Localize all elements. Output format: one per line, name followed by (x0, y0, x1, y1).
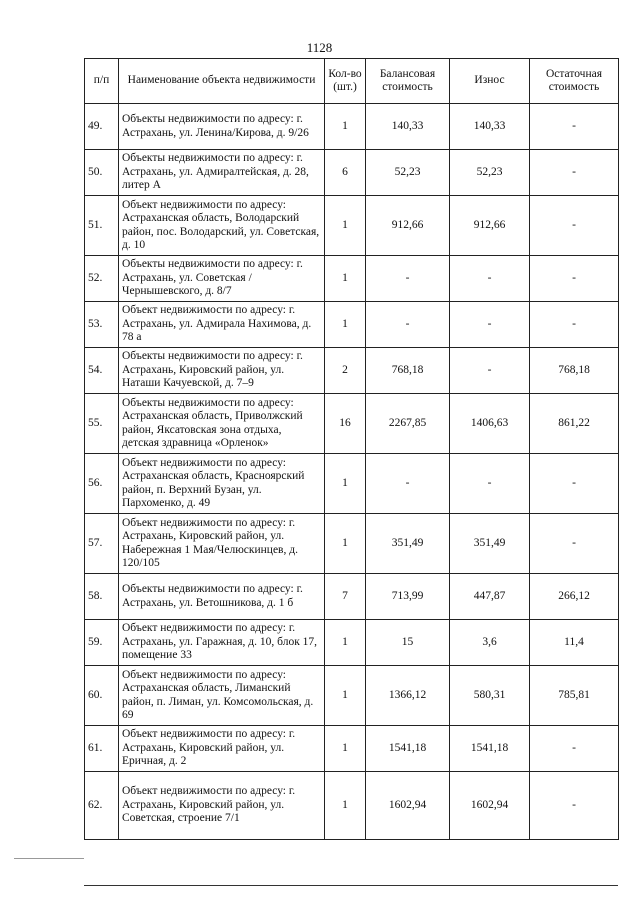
scan-mark (14, 858, 84, 859)
row-wear: 351,49 (450, 514, 530, 574)
row-residual: - (530, 302, 619, 348)
header-num: п/п (85, 59, 119, 104)
row-wear: - (450, 256, 530, 302)
row-num: 61. (85, 726, 119, 772)
row-balance: 52,23 (366, 150, 450, 196)
row-num: 57. (85, 514, 119, 574)
row-name: Объекты недвижимости по адресу: Астраханская область, Приволжский район, Яксатовская зона отдыха, детская здравница «Орленок» (119, 394, 325, 454)
row-residual: - (530, 772, 619, 840)
row-name: Объекты недвижимости по адресу: г. Астрахань, ул. Ленина/Кирова, д. 9/26 (119, 104, 325, 150)
row-wear: 447,87 (450, 574, 530, 620)
row-balance: 351,49 (366, 514, 450, 574)
row-num: 60. (85, 666, 119, 726)
row-balance: 768,18 (366, 348, 450, 394)
table-row (85, 574, 619, 620)
table-row (85, 104, 619, 150)
row-qty: 1 (325, 454, 366, 514)
row-balance: 713,99 (366, 574, 450, 620)
row-name: Объект недвижимости по адресу: г. Астрахань, Кировский район, ул. Еричная, д. 2 (119, 726, 325, 772)
row-balance: 15 (366, 620, 450, 666)
header-residual: Остаточная стоимость (530, 59, 619, 104)
row-residual: 861,22 (530, 394, 619, 454)
row-qty: 1 (325, 514, 366, 574)
row-balance: 912,66 (366, 196, 450, 256)
row-num: 56. (85, 454, 119, 514)
row-residual: 785,81 (530, 666, 619, 726)
row-num: 55. (85, 394, 119, 454)
table-row (85, 666, 619, 726)
property-table (84, 58, 619, 840)
table-header-row (85, 59, 619, 104)
row-qty: 1 (325, 666, 366, 726)
row-residual: 768,18 (530, 348, 619, 394)
row-name: Объект недвижимости по адресу: Астраханская область, Володарский район, пос. Володарский, ул. Советская, д. 10 (119, 196, 325, 256)
row-residual: - (530, 514, 619, 574)
row-wear: 3,6 (450, 620, 530, 666)
row-residual: - (530, 726, 619, 772)
row-wear: 1406,63 (450, 394, 530, 454)
table-row (85, 454, 619, 514)
header-wear: Износ (450, 59, 530, 104)
row-balance: 1541,18 (366, 726, 450, 772)
row-balance: - (366, 454, 450, 514)
row-name: Объект недвижимости по адресу: г. Астрахань, ул. Гаражная, д. 10, блок 17, помещение 33 (119, 620, 325, 666)
table-row (85, 726, 619, 772)
row-num: 50. (85, 150, 119, 196)
row-balance: 1602,94 (366, 772, 450, 840)
row-qty: 2 (325, 348, 366, 394)
row-num: 62. (85, 772, 119, 840)
table-row (85, 302, 619, 348)
row-residual: - (530, 196, 619, 256)
row-name: Объект недвижимости по адресу: г. Астрахань, Кировский район, ул. Советская, строение 7/1 (119, 772, 325, 840)
table-row (85, 150, 619, 196)
row-qty: 1 (325, 196, 366, 256)
row-name: Объекты недвижимости по адресу: г. Астрахань, ул. Адмиралтейская, д. 28, литер А (119, 150, 325, 196)
row-residual: - (530, 104, 619, 150)
row-qty: 1 (325, 772, 366, 840)
row-qty: 16 (325, 394, 366, 454)
row-qty: 7 (325, 574, 366, 620)
row-residual: 266,12 (530, 574, 619, 620)
row-qty: 1 (325, 104, 366, 150)
row-num: 59. (85, 620, 119, 666)
bottom-rule (84, 885, 618, 886)
table-row (85, 348, 619, 394)
row-qty: 1 (325, 256, 366, 302)
row-balance: 1366,12 (366, 666, 450, 726)
row-wear: 912,66 (450, 196, 530, 256)
row-wear: 1541,18 (450, 726, 530, 772)
header-balance: Балансовая стоимость (366, 59, 450, 104)
row-name: Объект недвижимости по адресу: г. Астрахань, Кировский район, ул. Набережная 1 Мая/Челюскинцев, д. 120/105 (119, 514, 325, 574)
table-row (85, 620, 619, 666)
row-balance: - (366, 256, 450, 302)
row-num: 51. (85, 196, 119, 256)
row-name: Объекты недвижимости по адресу: г. Астрахань, ул. Ветошникова, д. 1 б (119, 574, 325, 620)
row-wear: 580,31 (450, 666, 530, 726)
row-qty: 1 (325, 620, 366, 666)
page-number: 1128 (306, 40, 333, 55)
row-name: Объект недвижимости по адресу: Астраханская область, Лиманский район, п. Лиман, ул. Комсомольская, д. 69 (119, 666, 325, 726)
row-residual: 11,4 (530, 620, 619, 666)
row-balance: - (366, 302, 450, 348)
row-name: Объект недвижимости по адресу: г. Астрахань, ул. Адмирала Нахимова, д. 78 а (119, 302, 325, 348)
row-num: 52. (85, 256, 119, 302)
row-name: Объекты недвижимости по адресу: г. Астрахань, ул. Советская / Чернышевского, д. 8/7 (119, 256, 325, 302)
row-balance: 2267,85 (366, 394, 450, 454)
row-wear: - (450, 348, 530, 394)
table-row (85, 256, 619, 302)
row-balance: 140,33 (366, 104, 450, 150)
row-wear: 52,23 (450, 150, 530, 196)
row-num: 54. (85, 348, 119, 394)
row-qty: 1 (325, 726, 366, 772)
row-num: 49. (85, 104, 119, 150)
row-wear: - (450, 454, 530, 514)
row-num: 58. (85, 574, 119, 620)
row-residual: - (530, 454, 619, 514)
table-row (85, 772, 619, 840)
row-qty: 6 (325, 150, 366, 196)
row-residual: - (530, 256, 619, 302)
row-name: Объект недвижимости по адресу: Астраханская область, Красноярский район, п. Верхний Бузан, ул. Пархоменко, д. 49 (119, 454, 325, 514)
header-name: Наименование объекта недвижимости (119, 59, 325, 104)
row-qty: 1 (325, 302, 366, 348)
row-name: Объекты недвижимости по адресу: г. Астрахань, Кировский район, ул. Наташи Качуевской, д. 7–9 (119, 348, 325, 394)
table-row (85, 514, 619, 574)
row-num: 53. (85, 302, 119, 348)
row-wear: - (450, 302, 530, 348)
row-residual: - (530, 150, 619, 196)
table-row (85, 394, 619, 454)
row-wear: 140,33 (450, 104, 530, 150)
header-qty: Кол-во (шт.) (325, 59, 366, 104)
table-row (85, 196, 619, 256)
row-wear: 1602,94 (450, 772, 530, 840)
